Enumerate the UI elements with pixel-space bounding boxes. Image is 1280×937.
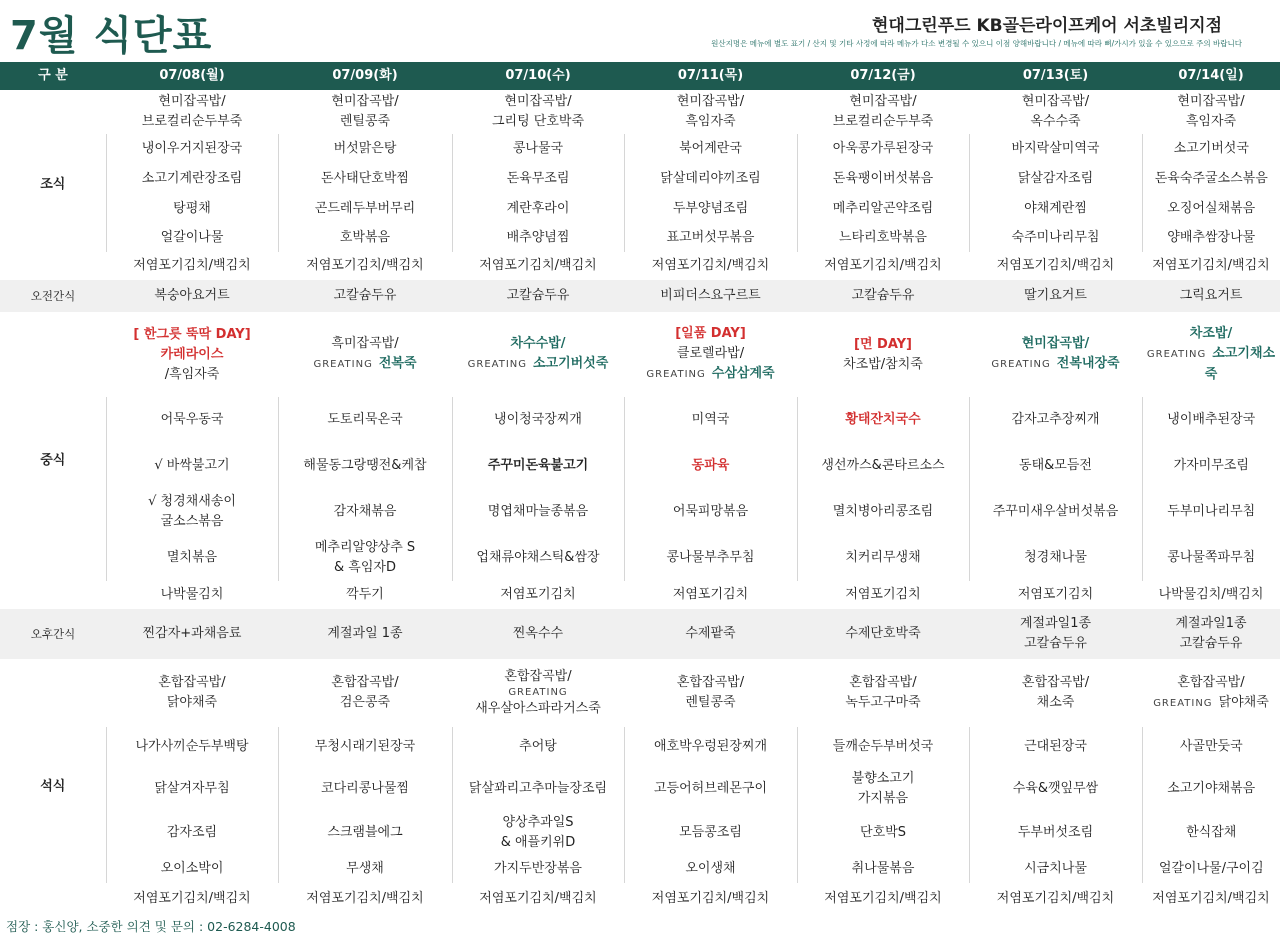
- menu-cell: 계절과일1종 고칼슘두유: [969, 609, 1142, 659]
- menu-cell: 모듬콩조림: [624, 811, 797, 855]
- dinner-row: [0, 811, 1280, 855]
- menu-cell: 얼갈이나물/구이김: [1142, 855, 1280, 883]
- menu-cell: 고등어허브레몬구이: [624, 767, 797, 811]
- menu-cell: 계절과일 1종: [278, 609, 452, 659]
- breakfast-main-row: [0, 90, 1280, 134]
- footer-contact: 점장 : 홍신양, 소중한 의견 및 문의 : 02-6284-4008: [6, 919, 296, 934]
- pm-snack-row: [0, 609, 1280, 659]
- menu-cell: 도토리묵온국: [278, 397, 452, 443]
- menu-cell: 혼합잡곡밥/ GREATING 새우살아스파라거스죽: [452, 659, 624, 727]
- day-header: 07/12(금): [797, 62, 969, 90]
- menu-cell: 스크램블에그: [278, 811, 452, 855]
- menu-cell: 얼갈이나물: [106, 224, 278, 252]
- menu-cell: 황태잔치국수: [797, 397, 969, 443]
- menu-cell: 소고기버섯국: [1142, 134, 1280, 164]
- menu-cell: 수제팥죽: [624, 609, 797, 659]
- menu-cell: 오징어실채볶음: [1142, 194, 1280, 224]
- menu-cell: 감자채볶음: [278, 489, 452, 535]
- menu-cell: 냉이청국장찌개: [452, 397, 624, 443]
- menu-cell: 명엽채마늘종볶음: [452, 489, 624, 535]
- greating-logo: GREATING: [313, 359, 373, 370]
- menu-cell: 깍두기: [346, 587, 384, 602]
- menu-cell: 찐감자+과채음료: [106, 609, 278, 659]
- menu-cell: 고칼슘두유: [278, 280, 452, 312]
- menu-cell: 콩나물부추무침: [624, 535, 797, 581]
- menu-cell: 느타리호박볶음: [797, 224, 969, 252]
- menu-cell: 두부양념조림: [624, 194, 797, 224]
- menu-cell: 생선까스&콘타르소스: [797, 443, 969, 489]
- menu-cell: 아욱콩가루된장국: [797, 134, 969, 164]
- dinner-row: [0, 883, 1280, 915]
- day-header: 07/13(토): [969, 62, 1142, 90]
- menu-cell: 닭살겨자무침: [106, 767, 278, 811]
- menu-cell: 동태&모듬전: [969, 443, 1142, 489]
- menu-cell: 닭살감자조림: [969, 164, 1142, 194]
- day-header: 07/09(화): [278, 62, 452, 90]
- menu-cell: 돈육숙주굴소스볶음: [1142, 164, 1280, 194]
- lunch-label: 중식: [40, 452, 66, 468]
- menu-table: [0, 62, 1280, 915]
- menu-cell: 현미잡곡밥/ 그리팅 단호박죽: [491, 94, 585, 129]
- menu-cell: 치커리무생채: [797, 535, 969, 581]
- menu-cell: 복숭아요거트: [106, 280, 278, 312]
- menu-cell: [ 한그릇 뚝딱 DAY] 카레라이스 /흑임자죽: [106, 312, 278, 397]
- menu-cell: 닭살꽈리고추마늘장조림: [452, 767, 624, 811]
- menu-cell: 불향소고기 가지볶음: [797, 767, 969, 811]
- menu-cell: 멸치병아리콩조림: [797, 489, 969, 535]
- menu-cell: 현미잡곡밥/ 브로컬리순두부죽: [141, 94, 243, 129]
- menu-cell: 고칼슘두유: [452, 280, 624, 312]
- menu-cell: 딸기요거트: [969, 280, 1142, 312]
- menu-cell: 혼합잡곡밥/ 채소죽: [1021, 675, 1090, 710]
- day-header: 07/10(수): [452, 62, 624, 90]
- dinner-row: [0, 855, 1280, 883]
- menu-cell: 흑미잡곡밥/ GREATING 전복죽: [313, 336, 417, 371]
- menu-cell: 야채계란찜: [969, 194, 1142, 224]
- pm-snack-label: 오후간식: [0, 609, 106, 659]
- menu-cell: 현미잡곡밥/ 렌틸콩죽: [331, 94, 399, 129]
- menu-cell: 가자미무조림: [1142, 443, 1280, 489]
- event-label: [ 한그릇 뚝딱 DAY]: [133, 326, 251, 342]
- lunch-row: [0, 397, 1280, 443]
- menu-cell: 나가사끼순두부백탕: [106, 727, 278, 767]
- menu-cell: 고칼슘두유: [797, 280, 969, 312]
- menu-cell: 숙주미나리무침: [969, 224, 1142, 252]
- menu-cell: 곤드레두부버무리: [278, 194, 452, 224]
- lunch-row: [0, 535, 1280, 581]
- menu-cell: 소고기야채볶음: [1142, 767, 1280, 811]
- day-header: 07/11(목): [624, 62, 797, 90]
- menu-cell: 저염포기김치/백김치: [133, 891, 251, 906]
- greating-logo: GREATING: [646, 369, 706, 380]
- menu-cell: 주꾸미돈육불고기: [452, 443, 624, 489]
- menu-cell: 감자조림: [106, 811, 278, 855]
- menu-cell: [면 DAY] 차조밥/참치죽: [797, 312, 969, 397]
- menu-cell: 오이소박이: [106, 855, 278, 883]
- menu-cell: 메추리알양상추 S & 흑임자D: [278, 535, 452, 581]
- menu-cell: 주꾸미새우살버섯볶음: [969, 489, 1142, 535]
- menu-cell: 애호박우렁된장찌개: [624, 727, 797, 767]
- menu-cell: 저염포기김치/백김치: [479, 258, 597, 273]
- menu-cell: 무청시래기된장국: [278, 727, 452, 767]
- dinner-row: [0, 727, 1280, 767]
- menu-cell: 북어계란국: [624, 134, 797, 164]
- day-header: 07/14(일): [1142, 62, 1280, 90]
- menu-cell: 들깨순두부버섯국: [797, 727, 969, 767]
- lunch-row: [0, 489, 1280, 535]
- am-snack-label: 오전간식: [0, 280, 106, 312]
- menu-cell: 나박물김치: [160, 587, 224, 602]
- menu-cell: 수제단호박죽: [797, 609, 969, 659]
- day-header-row: [0, 62, 1280, 90]
- menu-cell: 저염포기김치/백김치: [996, 891, 1115, 906]
- menu-cell: 저염포기김치/백김치: [824, 258, 942, 273]
- menu-cell: 한식잡채: [1142, 811, 1280, 855]
- menu-cell: 버섯맑은탕: [278, 134, 452, 164]
- menu-cell: 해물동그랑땡전&케찹: [278, 443, 452, 489]
- greating-logo: GREATING: [467, 359, 527, 370]
- menu-cell: 혼합잡곡밥/ 렌틸콩죽: [676, 675, 745, 710]
- menu-cell: 저염포기김치: [672, 587, 749, 602]
- dinner-label: 석식: [40, 779, 66, 794]
- menu-cell: 미역국: [624, 397, 797, 443]
- menu-cell: 혼합잡곡밥/ 녹두고구마죽: [845, 675, 921, 710]
- menu-cell: 콩나물쪽파무침: [1142, 535, 1280, 581]
- menu-cell: 저염포기김치/백김치: [1152, 258, 1270, 273]
- menu-cell: 그릭요거트: [1142, 280, 1280, 312]
- lunch-row: [0, 443, 1280, 489]
- menu-cell: 어묵피망볶음: [624, 489, 797, 535]
- menu-cell: 바지락살미역국: [969, 134, 1142, 164]
- breakfast-row: [0, 164, 1280, 194]
- menu-cell: 어묵우동국: [106, 397, 278, 443]
- menu-cell: 돈육팽이버섯볶음: [797, 164, 969, 194]
- menu-cell: 돈육무조림: [452, 164, 624, 194]
- menu-cell: 혼합잡곡밥/ GREATING 닭야채죽: [1153, 674, 1269, 710]
- menu-cell: [일품 DAY] 클로렐라밥/ GREATING 수삼삼계죽: [624, 312, 797, 397]
- menu-cell: 양상추과일S & 애플키위D: [452, 811, 624, 855]
- menu-cell: 혼합잡곡밥/ 닭야채죽: [158, 675, 226, 710]
- menu-cell: 오이생채: [624, 855, 797, 883]
- menu-cell: 저염포기김치/백김치: [824, 891, 942, 906]
- menu-cell: 현미잡곡밥/ 브로컬리순두부죽: [832, 94, 934, 129]
- menu-cell: 양배추쌈장나물: [1142, 224, 1280, 252]
- lunch-main-row: [0, 312, 1280, 397]
- menu-cell: 차조밥/ GREATING 소고기채소죽: [1146, 326, 1276, 382]
- menu-cell: 저염포기김치: [1017, 587, 1094, 602]
- greating-logo: GREATING: [991, 359, 1051, 370]
- dinner-row: [0, 767, 1280, 811]
- menu-cell: 추어탕: [452, 727, 624, 767]
- origin-notice: 원산지명은 메뉴에 별도 표기 / 산지 및 기타 사정에 따라 메뉴가 다소 변경될 수 있으니 이점 양해바랍니다 / 메뉴에 따라 뼈/가시가 있을 수 있으므로 주의 바랍니다: [711, 39, 1242, 48]
- breakfast-label: 조식: [40, 177, 66, 192]
- menu-cell: 차수수밥/ GREATING 소고기버섯죽: [467, 336, 609, 371]
- menu-cell: 저염포기김치/백김치: [306, 258, 424, 273]
- special-dish: 카레라이스: [160, 346, 224, 362]
- menu-cell: 냉이배추된장국: [1142, 397, 1280, 443]
- menu-cell: 두부미나리무침: [1142, 489, 1280, 535]
- menu-cell: 배추양념찜: [452, 224, 624, 252]
- menu-cell: 돈사태단호박찜: [278, 164, 452, 194]
- menu-cell: 저염포기김치/백김치: [1152, 891, 1270, 906]
- menu-cell: 호박볶음: [278, 224, 452, 252]
- menu-cell: 닭살데리야끼조림: [624, 164, 797, 194]
- menu-cell: 취나물볶음: [797, 855, 969, 883]
- menu-cell: 두부버섯조림: [969, 811, 1142, 855]
- menu-cell: 감자고추장찌개: [969, 397, 1142, 443]
- greating-logo: GREATING: [1146, 349, 1207, 360]
- menu-cell: 코다리콩나물찜: [278, 767, 452, 811]
- menu-cell: 현미잡곡밥/ 흑임자죽: [1177, 94, 1245, 129]
- menu-cell: 저염포기김치/백김치: [479, 891, 597, 906]
- menu-cell: 저염포기김치/백김치: [133, 258, 251, 273]
- menu-cell: 나박물김치/백김치: [1158, 587, 1264, 602]
- menu-cell: 청경채나물: [969, 535, 1142, 581]
- day-header: 07/08(월): [106, 62, 278, 90]
- lunch-row: [0, 581, 1280, 609]
- page-title: 7월 식단표: [10, 13, 213, 59]
- menu-cell: 현미잡곡밥/ 옥수수죽: [1021, 94, 1090, 129]
- corner-label: 구 분: [0, 62, 106, 90]
- menu-cell: 소고기계란장조림: [106, 164, 278, 194]
- breakfast-row: [0, 134, 1280, 164]
- company-name: 현대그린푸드 KB골든라이프케어 서초빌리지점: [872, 16, 1222, 36]
- menu-cell: 시금치나물: [969, 855, 1142, 883]
- menu-cell: 계란후라이: [452, 194, 624, 224]
- menu-cell: 저염포기김치: [500, 587, 576, 602]
- menu-cell: 메추리알곤약조림: [797, 194, 969, 224]
- menu-cell: 가지두반장볶음: [452, 855, 624, 883]
- am-snack-row: [0, 280, 1280, 312]
- menu-cell: 수육&깻잎무쌈: [969, 767, 1142, 811]
- breakfast-row: [0, 224, 1280, 252]
- menu-cell: 업채류야채스틱&쌈장: [452, 535, 624, 581]
- menu-cell: 계절과일1종 고칼슘두유: [1142, 609, 1280, 659]
- menu-cell: 동파육: [624, 443, 797, 489]
- event-label: [일품 DAY]: [675, 326, 746, 341]
- menu-cell: 멸치볶음: [106, 535, 278, 581]
- menu-cell: 저염포기김치/백김치: [651, 891, 770, 906]
- breakfast-row: [0, 194, 1280, 224]
- menu-cell: 저염포기김치/백김치: [651, 258, 770, 273]
- menu-cell: √ 바싹불고기: [106, 443, 278, 489]
- menu-cell: 사골만둣국: [1142, 727, 1280, 767]
- dinner-main-row: [0, 659, 1280, 727]
- menu-cell: 단호박S: [797, 811, 969, 855]
- event-label: [면 DAY]: [854, 336, 912, 352]
- greating-logo: GREATING: [1153, 697, 1213, 709]
- menu-cell: 현미잡곡밥/ GREATING 전복내장죽: [991, 336, 1120, 371]
- menu-cell: 현미잡곡밥/ 흑임자죽: [676, 94, 745, 129]
- menu-cell: 콩나물국: [452, 134, 624, 164]
- greating-logo: GREATING: [508, 687, 568, 698]
- menu-cell: 표고버섯무볶음: [624, 224, 797, 252]
- menu-cell: 저염포기김치: [845, 587, 921, 602]
- menu-cell: 무생채: [278, 855, 452, 883]
- menu-cell: 비피더스요구르트: [624, 280, 797, 312]
- menu-cell: 저염포기김치/백김치: [306, 891, 424, 906]
- menu-cell: 탕평채: [106, 194, 278, 224]
- menu-cell: 혼합잡곡밥/ 검은콩죽: [331, 675, 399, 710]
- menu-cell: 근대된장국: [969, 727, 1142, 767]
- breakfast-row: [0, 252, 1280, 280]
- menu-cell: √ 청경채새송이 굴소스볶음: [106, 489, 278, 535]
- menu-cell: 저염포기김치/백김치: [996, 258, 1115, 273]
- menu-cell: 찐옥수수: [452, 609, 624, 659]
- menu-cell: 냉이우거지된장국: [106, 134, 278, 164]
